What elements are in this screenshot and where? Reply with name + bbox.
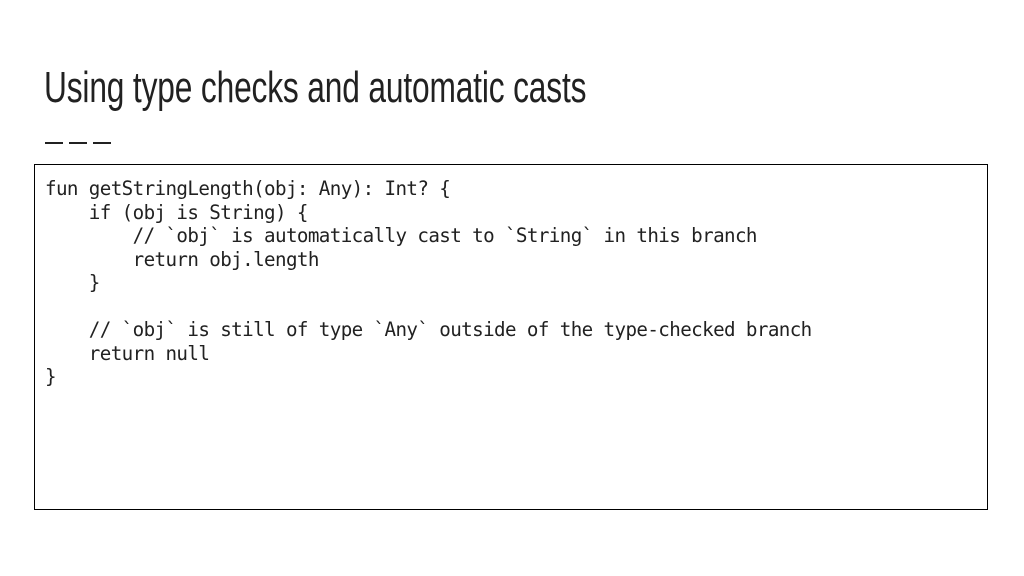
title-underline-accent [45,142,111,144]
code-line: } [45,365,56,388]
code-line: // `obj` is automatically cast to `String` in this branch [45,224,757,247]
accent-dash [69,142,87,144]
code-line [45,295,812,319]
code-line: fun getStringLength(obj: Any): Int? { [45,177,451,200]
code-box [34,164,988,510]
code-line: if (obj is String) { [45,200,308,224]
code-line: return null [45,341,210,365]
code-line: } [45,271,100,294]
code-line: // `obj` is still of type `Any` outside of the type-checked branch [45,318,812,341]
accent-dash [45,142,63,144]
code-block [45,177,812,389]
accent-dash [93,142,111,144]
code-line: return obj.length [45,247,319,271]
slide-title: Using type checks and automatic casts [44,63,587,112]
